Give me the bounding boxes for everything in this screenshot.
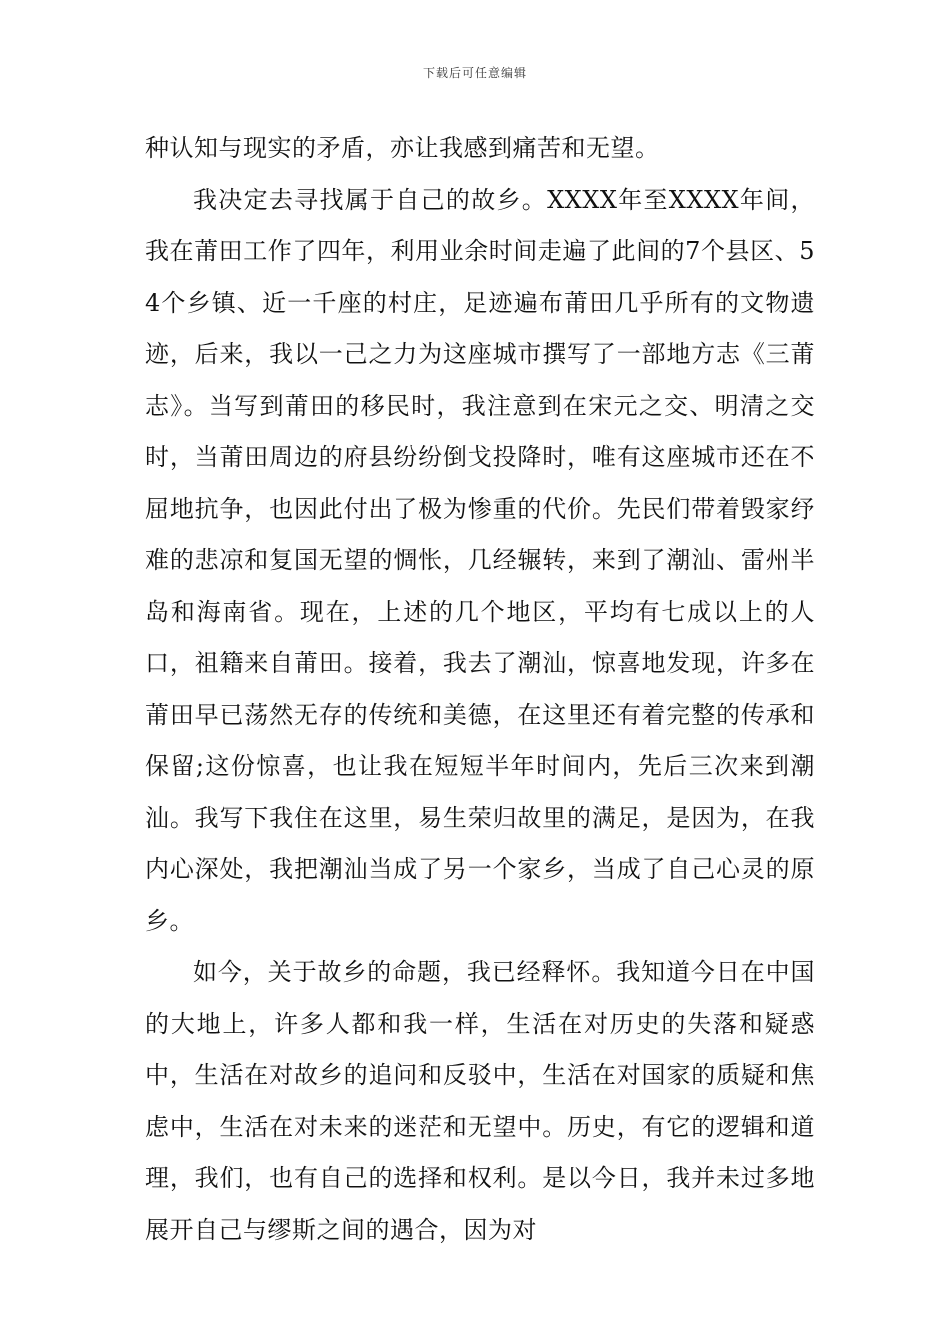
- body-text: [145, 123, 815, 1256]
- paragraph-2: 我决定去寻找属于自己的故乡。XXXX年至XXXX年间，我在莆田工作了四年，利用业余时间走遍了此间的7个县区、54个乡镇、近一千座的村庄，足迹遍布莆田几乎所有的文物遗迹，后来，我以一己之力为这座城市撰写了一部地方志《三莆志》。当写到莆田的移民时，我注意到在宋元之交、明清之交时，当莆田周边的府县纷纷倒戈投降时，唯有这座城市还在不屈地抗争，也因此付出了极为惨重的代价。先民们带着毁家纾难的悲凉和复国无望的惆怅，几经辗转，来到了潮汕、雷州半岛和海南省。现在，上述的几个地区，平均有七成以上的人口，祖籍来自莆田。接着，我去了潮汕，惊喜地发现，许多在莆田早已荡然无存的传统和美德，在这里还有着完整的传承和保留;这份惊喜，也让我在短短半年时间内，先后三次来到潮汕。我写下我住在这里，易生荣归故里的满足，是因为，在我内心深处，我把潮汕当成了另一个家乡，当成了自己心灵的原乡。: [145, 185, 815, 935]
- paragraph-3: 如今，关于故乡的命题，我已经释怀。我知道今日在中国的大地上，许多人都和我一样，生活在对历史的失落和疑惑中，生活在对故乡的追问和反驳中，生活在对国家的质疑和焦虑中，生活在对未来的迷茫和无望中。历史，有它的逻辑和道理，我们，也有自己的选择和权利。是以今日，我并未过多地展开自己与缪斯之间的遇合，因为对: [145, 958, 815, 1244]
- page-header: 下载后可任意编辑: [422, 66, 527, 80]
- paragraph-1: 种认知与现实的矛盾，亦让我感到痛苦和无望。: [145, 134, 660, 162]
